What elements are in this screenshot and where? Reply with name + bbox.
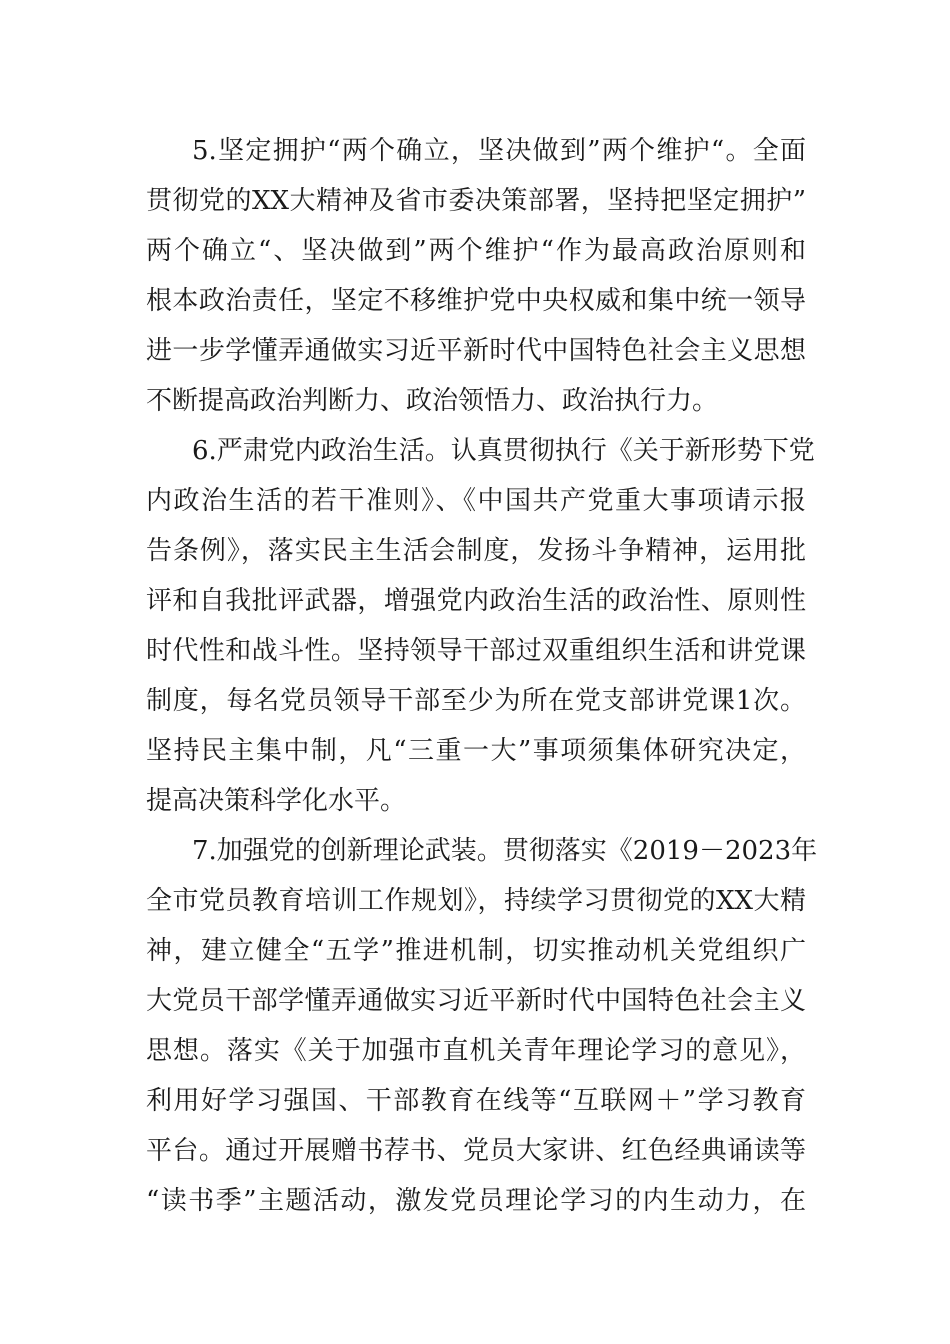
- text-line: 全市党员教育培训工作规划》，持续学习贯彻党的XX大精: [146, 886, 806, 916]
- text-line: 思想。落实《关于加强市直机关青年理论学习的意见》，: [146, 1036, 806, 1066]
- text-line: 利用好学习强国、干部教育在线等“互联网＋”学习教育: [146, 1086, 806, 1116]
- text-line: 两个确立“、坚决做到”两个维护“作为最高政治原则和: [146, 236, 806, 266]
- text-line: 进一步学懂弄通做实习近平新时代中国特色社会主义思想: [146, 336, 806, 366]
- text-line: 时代性和战斗性。坚持领导干部过双重组织生活和讲党课: [146, 636, 806, 666]
- paragraph-7: [146, 826, 818, 1226]
- text-line: 根本政治责任，坚定不移维护党中央权威和集中统一领导: [146, 286, 806, 316]
- text-line: 告条例》，落实民主生活会制度，发扬斗争精神，运用批: [146, 536, 806, 566]
- document-body: [146, 126, 818, 1226]
- paragraph-6: [146, 426, 815, 826]
- text-line: 大党员干部学懂弄通做实习近平新时代中国特色社会主义: [146, 986, 806, 1016]
- text-line: 不断提高政治判断力、政治领悟力、政治执行力。: [146, 386, 719, 416]
- text-line: 制度，每名党员领导干部至少为所在党支部讲党课1次。: [146, 686, 806, 716]
- text-line: 5.坚定拥护“两个确立，坚决做到”两个维护“。全面: [192, 136, 806, 166]
- text-line: 评和自我批评武器，增强党内政治生活的政治性、原则性: [146, 586, 806, 616]
- paragraph-5: [146, 126, 806, 426]
- text-line: 提高决策科学化水平。: [146, 786, 407, 816]
- text-line: 内政治生活的若干准则》、《中国共产党重大事项请示报: [146, 486, 806, 516]
- text-line: 贯彻党的XX大精神及省市委决策部署，坚持把坚定拥护”: [146, 186, 806, 216]
- text-line: 坚持民主集中制，凡“三重一大”事项须集体研究决定，: [146, 736, 806, 766]
- text-line: 平台。通过开展赠书荐书、党员大家讲、红色经典诵读等: [146, 1136, 806, 1166]
- text-line: 6.严肃党内政治生活。认真贯彻执行《关于新形势下党: [192, 436, 815, 466]
- text-line: 神，建立健全“五学”推进机制，切实推动机关党组织广: [146, 936, 806, 966]
- text-line: 7.加强党的创新理论武装。贯彻落实《2019－2023年: [192, 836, 818, 866]
- text-line: “读书季”主题活动，激发党员理论学习的内生动力，在: [146, 1186, 806, 1216]
